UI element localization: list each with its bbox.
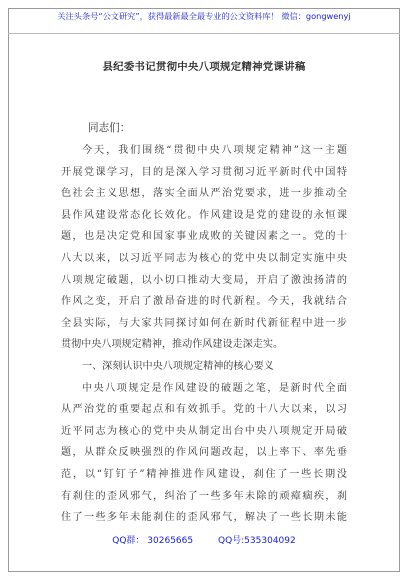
body-line: 住了一些多年未能刹住的歪风邪气，解决了一些长期未能 [61,512,347,524]
body-line: 从严治党的重要起点和有效抓手。党的十八大以来，以习 [61,404,347,416]
body-line: 县作风建设常态化长效化。作风建设是党的建设的永恒课 [61,209,347,221]
body-line: 今天，我们围绕“贯彻中央八项规定精神”这一主题 [82,145,347,156]
body-line: 贯彻中央八项规定精神，推动作风建设走深走实。 [61,339,284,351]
section-heading: 一、深刻认识中央八项规定精神的核心要义 [82,360,274,372]
footer-qq-number: QQ号:535304092 [217,536,296,546]
body-line: 作风之变，开启了激昂奋进的时代新程。今天，我就结合 [61,296,347,308]
header-promo-note: 关注头条号“公文研究”，获得最新最全最专业的公文资料库！ 微信：gongwenyj [57,11,351,21]
body-line: 色社会主义思想，落实全面从严治党要求，进一步推动全 [61,188,347,200]
body-line: 全县实际，与大家共同探讨如何在新时代新征程中进一步 [61,317,347,329]
document-title: 县纪委书记贯彻中央八项规定精神党课讲稿 [102,61,306,73]
body-line: 八项规定破题，以小切口推动大变局，开启了激浊扬清的 [61,274,347,286]
body-line: 近平同志为核心的党中央从制定出台中央八项规定开局破 [61,425,347,437]
body-line: 题，也是决定党和国家事业成败的关键因素之一。党的十 [61,231,347,243]
body-line: 范，以“钉钉子”精神推进作风建设，刹住了一些长期没 [61,468,347,480]
body-line: 有刹住的歪风邪气，纠治了一些多年未除的顽瘴痼疾，刹 [61,490,347,502]
body-line: 题，从群众反映强烈的作风问题改起，以上率下、率先垂 [61,447,347,459]
footer-contact [0,533,408,547]
body-line: 中央八项规定是作风建设的破题之笔，是新时代全面 [82,382,347,394]
document-body [61,140,347,529]
header-divider [8,33,400,34]
salutation: 同志们： [88,122,131,134]
footer-qq-group: QQ群： 30265665 [112,536,194,546]
body-line: 开展党课学习，目的是深入学习贯彻习近平新时代中国特 [61,166,347,178]
body-line: 八大以来，以习近平同志为核心的党中央以制定实施中央 [61,252,347,264]
